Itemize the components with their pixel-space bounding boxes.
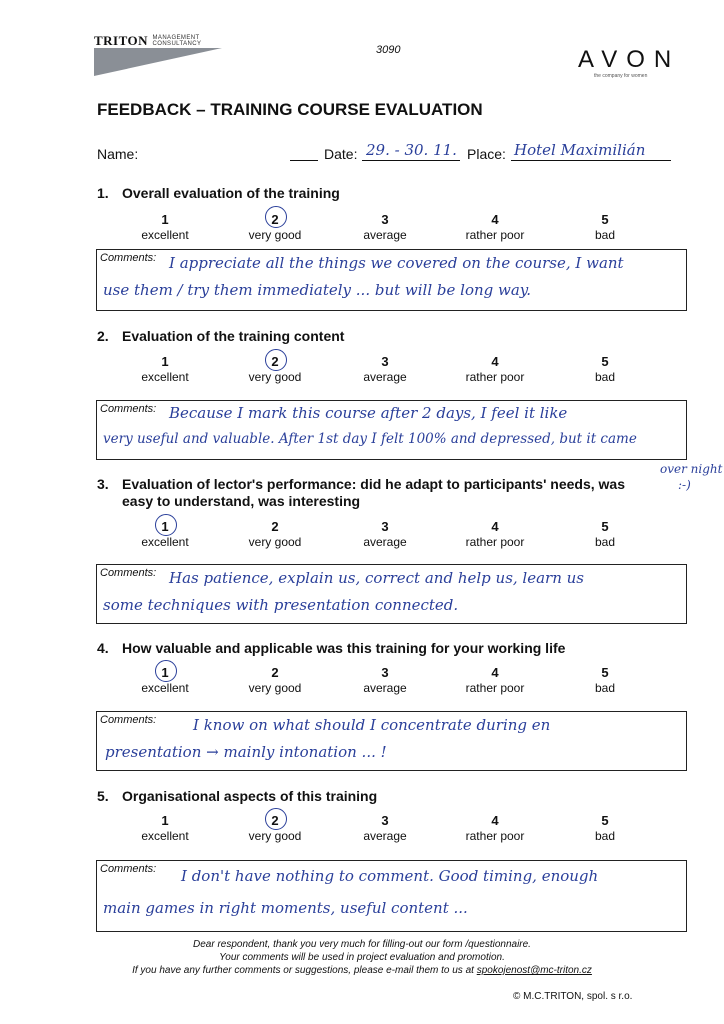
q3-option-3-label: average: [363, 535, 407, 549]
question-5-scale: [110, 813, 660, 847]
q2-option-3[interactable]: [330, 354, 440, 384]
q4-option-3-label: average: [363, 681, 407, 695]
q1-option-4-label: rather poor: [465, 228, 525, 242]
question-3-title-continued: easy to understand, was interesting: [122, 493, 361, 509]
question-5-comment-line-1: I don't have nothing to comment. Good timing, enough: [181, 867, 599, 885]
footer-email-link[interactable]: spokojenost@mc-triton.cz: [476, 965, 592, 976]
date-field-line[interactable]: [362, 160, 460, 161]
q2-option-3-number: 3: [381, 354, 389, 369]
q3-option-5[interactable]: [550, 519, 660, 549]
q5-option-5[interactable]: [550, 813, 660, 843]
question-3-comment-line-1: Has patience, explain us, correct and help us, learn us: [169, 569, 585, 587]
q1-option-4[interactable]: [440, 212, 550, 242]
document-number: 3090: [376, 44, 401, 56]
question-5-number: 5.: [97, 788, 109, 804]
question-4-comments-box[interactable]: [96, 711, 687, 771]
q2-option-2-number: 2: [271, 354, 279, 369]
question-3-title: [97, 476, 625, 492]
question-2-comments-box[interactable]: [96, 400, 687, 460]
q4-option-5[interactable]: [550, 665, 660, 695]
name-label: Name:: [97, 146, 139, 162]
footer-usage-note: Your comments will be used in project evaluation and promotion.: [219, 952, 505, 963]
q4-option-4-number: 4: [491, 665, 499, 680]
footer-thanks: Dear respondent, thank you very much for filling-out our form /questionnaire.: [193, 939, 531, 950]
q3-option-3[interactable]: [330, 519, 440, 549]
q4-option-4-label: rather poor: [465, 681, 525, 695]
q3-option-2-label: very good: [248, 535, 302, 549]
q3-option-2-number: 2: [271, 519, 279, 534]
question-4-comment-line-2: presentation → mainly intonation ... !: [105, 743, 387, 761]
triton-wedge-icon: [94, 46, 224, 78]
company-subtitle-line-2: CONSULTANCY: [152, 40, 202, 47]
q5-option-4-label: rather poor: [465, 829, 525, 843]
q2-option-4-label: rather poor: [465, 370, 525, 384]
question-2-scale: [110, 354, 660, 388]
avon-tagline: the company for women: [594, 73, 648, 79]
q5-option-1[interactable]: [110, 813, 220, 843]
footer-contact: [0, 965, 724, 976]
q5-option-4-number: 4: [491, 813, 499, 828]
q4-option-5-label: bad: [594, 681, 616, 695]
question-1-title: [97, 185, 340, 201]
place-label: Place:: [467, 146, 506, 162]
q3-option-5-label: bad: [594, 535, 616, 549]
question-4-text: How valuable and applicable was this training for your working life: [122, 640, 566, 656]
q3-option-4-number: 4: [491, 519, 499, 534]
q2-option-4-number: 4: [491, 354, 499, 369]
question-3-comments-box[interactable]: [96, 564, 687, 624]
question-3-number: 3.: [97, 476, 109, 492]
q3-option-3-number: 3: [381, 519, 389, 534]
q4-option-5-number: 5: [601, 665, 609, 680]
q2-option-5-number: 5: [601, 354, 609, 369]
q1-option-5[interactable]: [550, 212, 660, 242]
name-field-line[interactable]: [290, 160, 318, 161]
q2-option-3-label: average: [363, 370, 407, 384]
q1-option-2-number: 2: [271, 212, 279, 227]
q5-option-1-label: excellent: [141, 829, 189, 843]
q5-option-2-number: 2: [271, 813, 279, 828]
question-1-text: Overall evaluation of the training: [122, 185, 340, 201]
company-subtitle: [153, 35, 202, 47]
q3-option-5-number: 5: [601, 519, 609, 534]
q4-option-3-number: 3: [381, 665, 389, 680]
q1-option-3[interactable]: [330, 212, 440, 242]
q1-option-3-label: average: [363, 228, 407, 242]
q2-option-2-label: very good: [248, 370, 302, 384]
question-1-comments-box[interactable]: [96, 249, 687, 311]
question-4-comments-label: Comments:: [100, 714, 157, 726]
q4-option-2-number: 2: [271, 665, 279, 680]
question-5-comments-box[interactable]: [96, 860, 687, 932]
form-title: FEEDBACK – TRAINING COURSE EVALUATION: [97, 100, 483, 119]
question-5-comment-line-2: main games in right moments, useful content ...: [103, 899, 468, 917]
q5-option-3-number: 3: [381, 813, 389, 828]
question-2-comment-line-1: Because I mark this course after 2 days, I feel it like: [169, 404, 568, 422]
question-5-text: Organisational aspects of this training: [122, 788, 378, 804]
q1-option-1-label: excellent: [141, 228, 189, 242]
q2-option-1-number: 1: [161, 354, 169, 369]
q1-option-4-number: 4: [491, 212, 499, 227]
avon-logo: AVON: [578, 46, 681, 73]
q2-option-1-label: excellent: [141, 370, 189, 384]
q5-option-4[interactable]: [440, 813, 550, 843]
q5-option-3[interactable]: [330, 813, 440, 843]
question-1-comments-label: Comments:: [100, 252, 157, 264]
q5-option-5-number: 5: [601, 813, 609, 828]
company-name: TRITON: [94, 33, 149, 48]
q4-option-4[interactable]: [440, 665, 550, 695]
q1-selection-circle: [265, 206, 287, 228]
q4-option-2-label: very good: [248, 681, 302, 695]
q2-option-4[interactable]: [440, 354, 550, 384]
q4-option-1-label: excellent: [141, 681, 189, 695]
q3-option-4-label: rather poor: [465, 535, 525, 549]
company-subtitle-line-1: MANAGEMENT: [152, 34, 200, 41]
question-4-number: 4.: [97, 640, 109, 656]
q2-option-5[interactable]: [550, 354, 660, 384]
q1-option-5-label: bad: [594, 228, 616, 242]
q5-option-3-label: average: [363, 829, 407, 843]
question-2-margin-note-2: :-): [678, 478, 691, 492]
question-4-title: [97, 640, 565, 656]
q5-option-1-number: 1: [161, 813, 169, 828]
question-2-comments-label: Comments:: [100, 403, 157, 415]
question-3-scale: [110, 519, 660, 553]
q3-option-4[interactable]: [440, 519, 550, 549]
q4-selection-circle: [155, 660, 177, 682]
question-1-scale: [110, 212, 660, 246]
q4-option-1-number: 1: [161, 665, 169, 680]
question-4-comment-line-1: I know on what should I concentrate during en: [193, 716, 551, 734]
question-1-number: 1.: [97, 185, 109, 201]
footer-contact-text: If you have any further comments or suggestions, please e-mail them to us at: [132, 965, 474, 976]
q1-option-1[interactable]: [110, 212, 220, 242]
q3-selection-circle: [155, 514, 177, 536]
q1-option-2-label: very good: [248, 228, 302, 242]
question-4-scale: [110, 665, 660, 699]
q4-option-2[interactable]: [220, 665, 330, 695]
q5-selection-circle: [265, 808, 287, 830]
question-2-text: Evaluation of the training content: [122, 328, 345, 344]
q1-option-5-number: 5: [601, 212, 609, 227]
q3-option-2[interactable]: [220, 519, 330, 549]
q2-selection-circle: [265, 349, 287, 371]
question-5-title: [97, 788, 377, 804]
question-2-number: 2.: [97, 328, 109, 344]
q1-option-1-number: 1: [161, 212, 169, 227]
question-3-text: Evaluation of lector's performance: did he adapt to participants' needs, was: [122, 476, 625, 492]
question-2-margin-note-1: over night: [660, 462, 723, 476]
question-1-comment-line-1: I appreciate all the things we covered on the course, I want: [169, 254, 624, 272]
copyright: © M.C.TRITON, spol. s r.o.: [513, 991, 633, 1002]
q4-option-3[interactable]: [330, 665, 440, 695]
question-5-comments-label: Comments:: [100, 863, 157, 875]
q1-option-3-number: 3: [381, 212, 389, 227]
q2-option-5-label: bad: [594, 370, 616, 384]
q3-option-1-number: 1: [161, 519, 169, 534]
question-2-comment-line-2: very useful and valuable. After 1st day I felt 100% and depressed, but it came: [103, 431, 637, 447]
question-3-comment-line-2: some techniques with presentation connected.: [103, 596, 459, 614]
q3-option-1-label: excellent: [141, 535, 189, 549]
question-2-title: [97, 328, 344, 344]
question-1-comment-line-2: use them / try them immediately ... but will be long way.: [103, 281, 532, 299]
place-value: Hotel Maximilián: [514, 141, 646, 159]
q5-option-2-label: very good: [248, 829, 302, 843]
question-3-comments-label: Comments:: [100, 567, 157, 579]
q2-option-1[interactable]: [110, 354, 220, 384]
q5-option-5-label: bad: [594, 829, 616, 843]
date-label: Date:: [324, 146, 358, 162]
place-field-line[interactable]: [511, 160, 671, 161]
date-value: 29. - 30. 11.: [366, 141, 457, 159]
